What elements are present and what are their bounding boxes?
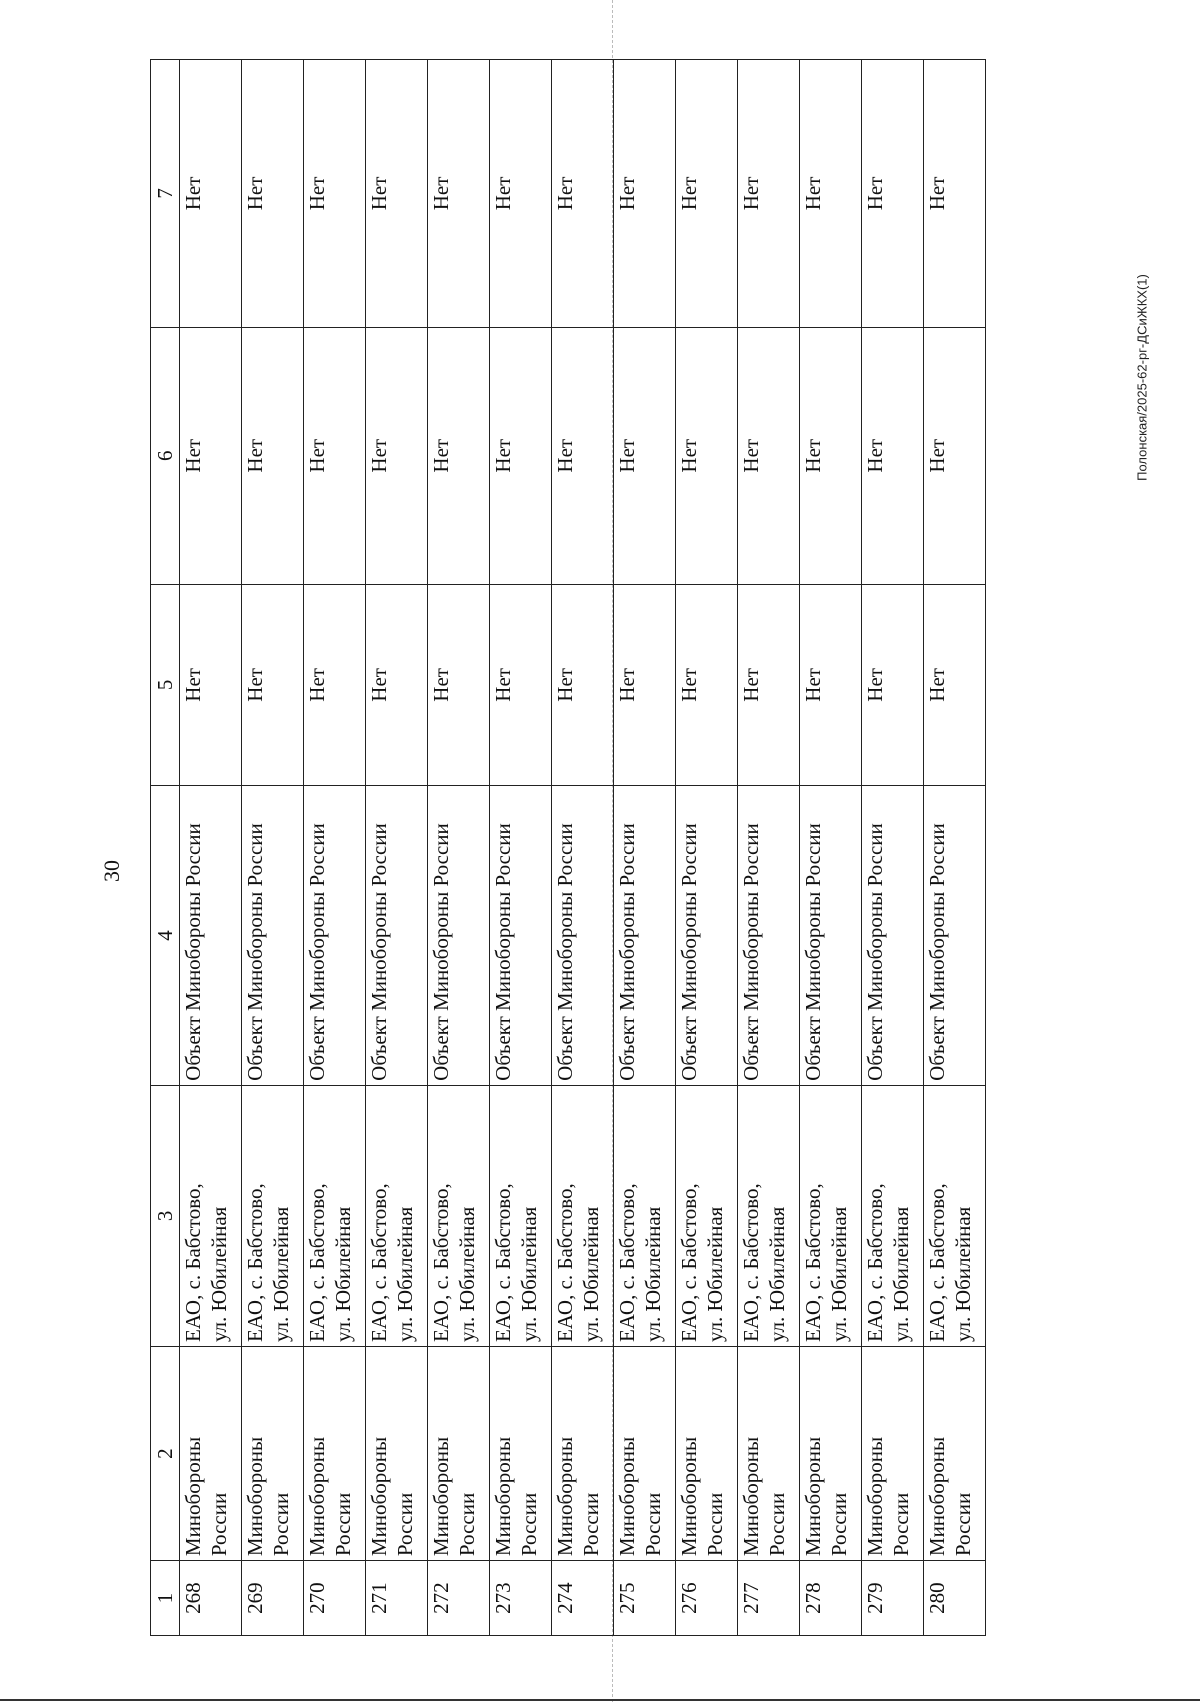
owner-cell (924, 1347, 986, 1561)
address-cell (304, 1085, 366, 1346)
col6-cell: Нет (490, 327, 552, 584)
address-cell-line: ул. Юбилейная (889, 1206, 913, 1343)
col5-cell: Нет (428, 584, 490, 785)
col5-cell: Нет (862, 584, 924, 785)
table-row (676, 60, 738, 1636)
table-row (862, 60, 924, 1636)
col7-cell: Нет (242, 60, 304, 328)
address-cell-line: ул. Юбилейная (827, 1206, 851, 1343)
col6-cell: Нет (800, 327, 862, 584)
row-number-cell: 274 (552, 1561, 614, 1636)
owner-cell (800, 1347, 862, 1561)
col7-cell: Нет (490, 60, 552, 328)
row-number-cell: 270 (304, 1561, 366, 1636)
col7-cell: Нет (428, 60, 490, 328)
column-header: 5 (151, 584, 180, 785)
address-cell-line: ЕАО, с. Бабстово, (367, 1183, 391, 1343)
table-row (490, 60, 552, 1636)
table-row (552, 60, 614, 1636)
owner-cell-line: России (579, 1492, 603, 1557)
col7-cell: Нет (676, 60, 738, 328)
owner-cell-line: России (517, 1492, 541, 1557)
object-cell: Объект Минобороны России (614, 786, 676, 1086)
col5-cell: Нет (180, 584, 242, 785)
row-number-cell: 275 (614, 1561, 676, 1636)
address-cell (490, 1085, 552, 1346)
address-cell (366, 1085, 428, 1346)
column-header: 6 (151, 327, 180, 584)
owner-cell (304, 1347, 366, 1561)
column-header: 7 (151, 60, 180, 328)
object-cell: Объект Минобороны России (242, 786, 304, 1086)
object-cell: Объект Минобороны России (800, 786, 862, 1086)
row-number-cell: 279 (862, 1561, 924, 1636)
owner-cell (738, 1347, 800, 1561)
owner-cell (552, 1347, 614, 1561)
address-cell-line: ЕАО, с. Бабстово, (801, 1183, 825, 1343)
col6-cell: Нет (180, 327, 242, 584)
owner-cell-line: России (951, 1492, 975, 1557)
table-header-row (151, 60, 180, 1636)
object-cell: Объект Минобороны России (552, 786, 614, 1086)
table-row (366, 60, 428, 1636)
scan-edge-line (0, 1699, 1200, 1701)
address-cell-line: ул. Юбилейная (455, 1206, 479, 1343)
col7-cell: Нет (614, 60, 676, 328)
address-cell (676, 1085, 738, 1346)
col5-cell: Нет (614, 584, 676, 785)
col5-cell: Нет (366, 584, 428, 785)
column-header: 4 (151, 786, 180, 1086)
col5-cell: Нет (490, 584, 552, 785)
address-cell (552, 1085, 614, 1346)
col6-cell: Нет (676, 327, 738, 584)
owner-cell (366, 1347, 428, 1561)
col7-cell: Нет (800, 60, 862, 328)
col6-cell: Нет (862, 327, 924, 584)
owner-cell-line: Минобороны (429, 1436, 453, 1557)
row-number-cell: 277 (738, 1561, 800, 1636)
address-cell-line: ул. Юбилейная (393, 1206, 417, 1343)
table-row (304, 60, 366, 1636)
address-cell-line: ЕАО, с. Бабстово, (491, 1183, 515, 1343)
owner-cell-line: Минобороны (925, 1436, 949, 1557)
col6-cell: Нет (614, 327, 676, 584)
address-cell (614, 1085, 676, 1346)
col6-cell: Нет (366, 327, 428, 584)
address-cell-line: ул. Юбилейная (517, 1206, 541, 1343)
owner-cell-line: России (641, 1492, 665, 1557)
column-header: 2 (151, 1347, 180, 1561)
address-cell (242, 1085, 304, 1346)
owner-cell (490, 1347, 552, 1561)
col7-cell: Нет (552, 60, 614, 328)
address-cell (800, 1085, 862, 1346)
row-number-cell: 280 (924, 1561, 986, 1636)
owner-cell-line: России (765, 1492, 789, 1557)
owner-cell-line: России (269, 1492, 293, 1557)
owner-cell-line: Минобороны (305, 1436, 329, 1557)
owner-cell-line: Минобороны (863, 1436, 887, 1557)
row-number-cell: 278 (800, 1561, 862, 1636)
object-cell: Объект Минобороны России (738, 786, 800, 1086)
col5-cell: Нет (552, 584, 614, 785)
owner-cell-line: Минобороны (615, 1436, 639, 1557)
address-cell-line: ЕАО, с. Бабстово, (863, 1183, 887, 1343)
address-cell-line: ЕАО, с. Бабстово, (429, 1183, 453, 1343)
owner-cell (242, 1347, 304, 1561)
owner-cell (676, 1347, 738, 1561)
col6-cell: Нет (738, 327, 800, 584)
col5-cell: Нет (738, 584, 800, 785)
row-number-cell: 269 (242, 1561, 304, 1636)
address-cell (738, 1085, 800, 1346)
address-cell (862, 1085, 924, 1346)
object-cell: Объект Минобороны России (366, 786, 428, 1086)
owner-cell-line: Минобороны (181, 1436, 205, 1557)
address-cell-line: ЕАО, с. Бабстово, (305, 1183, 329, 1343)
object-cell: Объект Минобороны России (924, 786, 986, 1086)
page-number: 30 (99, 860, 124, 882)
owner-cell (180, 1347, 242, 1561)
address-cell-line: ул. Юбилейная (579, 1206, 603, 1343)
objects-table (150, 59, 986, 1636)
row-number-cell: 268 (180, 1561, 242, 1636)
owner-cell-line: России (331, 1492, 355, 1557)
address-cell-line: ЕАО, с. Бабстово, (553, 1183, 577, 1343)
address-cell-line: ЕАО, с. Бабстово, (739, 1183, 763, 1343)
row-number-cell: 276 (676, 1561, 738, 1636)
address-cell-line: ЕАО, с. Бабстово, (243, 1183, 267, 1343)
row-number-cell: 271 (366, 1561, 428, 1636)
col5-cell: Нет (676, 584, 738, 785)
col5-cell: Нет (924, 584, 986, 785)
owner-cell-line: России (455, 1492, 479, 1557)
address-cell-line: ул. Юбилейная (703, 1206, 727, 1343)
object-cell: Объект Минобороны России (180, 786, 242, 1086)
table-row (180, 60, 242, 1636)
col5-cell: Нет (242, 584, 304, 785)
owner-cell-line: Минобороны (243, 1436, 267, 1557)
col5-cell: Нет (800, 584, 862, 785)
address-cell-line: ул. Юбилейная (331, 1206, 355, 1343)
col6-cell: Нет (304, 327, 366, 584)
object-cell: Объект Минобороны России (676, 786, 738, 1086)
address-cell (924, 1085, 986, 1346)
address-cell-line: ул. Юбилейная (207, 1206, 231, 1343)
table-row (242, 60, 304, 1636)
address-cell-line: ул. Юбилейная (269, 1206, 293, 1343)
owner-cell (428, 1347, 490, 1561)
row-number-cell: 272 (428, 1561, 490, 1636)
owner-cell-line: Минобороны (801, 1436, 825, 1557)
owner-cell-line: Минобороны (677, 1436, 701, 1557)
col7-cell: Нет (738, 60, 800, 328)
row-number-cell: 273 (490, 1561, 552, 1636)
table-row (428, 60, 490, 1636)
object-cell: Объект Минобороны России (428, 786, 490, 1086)
table-row (614, 60, 676, 1636)
col7-cell: Нет (180, 60, 242, 328)
owner-cell-line: Минобороны (739, 1436, 763, 1557)
owner-cell-line: Минобороны (367, 1436, 391, 1557)
col7-cell: Нет (304, 60, 366, 328)
object-cell: Объект Минобороны России (490, 786, 552, 1086)
address-cell-line: ЕАО, с. Бабстово, (925, 1183, 949, 1343)
col7-cell: Нет (862, 60, 924, 328)
address-cell-line: ул. Юбилейная (641, 1206, 665, 1343)
address-cell (428, 1085, 490, 1346)
owner-cell (862, 1347, 924, 1561)
owner-cell-line: Минобороны (553, 1436, 577, 1557)
address-cell-line: ЕАО, с. Бабстово, (677, 1183, 701, 1343)
table-row (924, 60, 986, 1636)
owner-cell-line: России (703, 1492, 727, 1557)
address-cell-line: ЕАО, с. Бабстово, (615, 1183, 639, 1343)
column-header: 1 (151, 1561, 180, 1636)
object-cell: Объект Минобороны России (862, 786, 924, 1086)
address-cell-line: ЕАО, с. Бабстово, (181, 1183, 205, 1343)
owner-cell-line: Минобороны (491, 1436, 515, 1557)
address-cell (180, 1085, 242, 1346)
col6-cell: Нет (428, 327, 490, 584)
object-cell: Объект Минобороны России (304, 786, 366, 1086)
col6-cell: Нет (924, 327, 986, 584)
table-row (800, 60, 862, 1636)
rotated-table-wrapper (150, 60, 975, 1636)
owner-cell-line: России (827, 1492, 851, 1557)
table-row (738, 60, 800, 1636)
col7-cell: Нет (366, 60, 428, 328)
address-cell-line: ул. Юбилейная (951, 1206, 975, 1343)
owner-cell-line: России (393, 1492, 417, 1557)
column-header: 3 (151, 1085, 180, 1346)
address-cell-line: ул. Юбилейная (765, 1206, 789, 1343)
owner-cell-line: России (889, 1492, 913, 1557)
owner-cell (614, 1347, 676, 1561)
document-code: Полонская/2025-62-рг-ДСиЖКХ(1) (1134, 274, 1150, 481)
owner-cell-line: России (207, 1492, 231, 1557)
col6-cell: Нет (552, 327, 614, 584)
col6-cell: Нет (242, 327, 304, 584)
col5-cell: Нет (304, 584, 366, 785)
col7-cell: Нет (924, 60, 986, 328)
